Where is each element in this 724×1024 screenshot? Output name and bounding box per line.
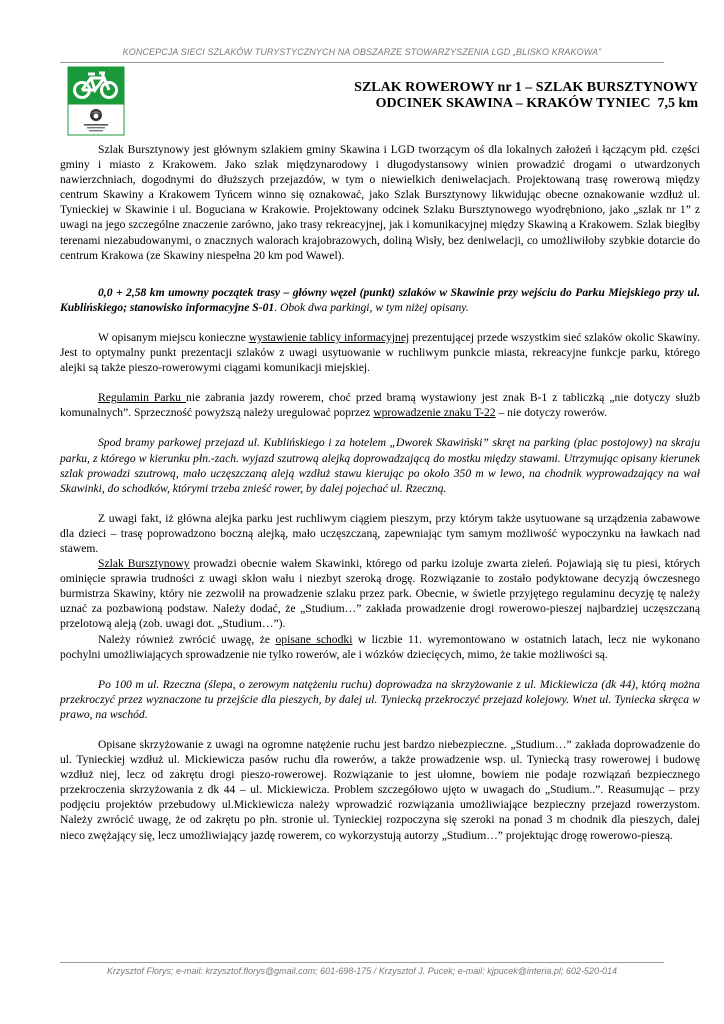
paragraph-route-description: Spod bramy parkowej przejazd ul. Kublińskiego i za hotelem „Dworek Skawiński” skręt na parking (plac postojowy) na skraju parku, z którego w kierunku płn.-zach. wyjazd szutrową alejką doprowadzającą do mostku między stawami. Utrzymując opisany kierunek szlak prowadzi szutrową, mało uczęszczaną aleją wzdłuż stawu kierując po około 350 m w lewo, na chodnik wyprowadzający na wał Skawinki, do schodków, którymi trzeba znieść rower, by dalej pojechać ul. Rzeczną. <box>60 436 700 495</box>
text-span: prowadzi obecnie wałem Skawinki, którego od parku izoluje zwarta zieleń. Pojawiają się tu piesi, których ominięcie sprawia trudności z uwagi skłon wału i niezbyt szeroką drogę. Rozwiązanie to zostało podyktowane decyzją ówczesnego burmistrza Skawiny, który nie zezwolił na prowadzenie szlaku przez park. Obecnie, w świetle przyjętego regulaminu decyzję tę należy uznać za pozbawioną podstaw. Należy dodać, że „Studium…” zakłada prowadzenie drogi rowerowo-pieszej najbardziej uczęszczaną przelotową aleją (zob. uwagi dot. „Studium…”). <box>60 557 700 631</box>
underlined-amber-trail: Szlak Bursztynowy <box>98 557 190 571</box>
text-span: – nie dotyczy rowerów. <box>495 406 608 420</box>
page-footer: Krzysztof Florys; e-mail: krzysztof.florys@gmail.com; 601-698-175 / Krzysztof J. Pucek; e-mail: kjpucek@interia.pl; 602-520-014 <box>107 966 617 976</box>
header-divider <box>60 62 664 63</box>
bicycle-icon <box>62 65 130 137</box>
paragraph-stairs <box>60 632 700 662</box>
page-header: KONCEPCJA SIECI SZLAKÓW TURYSTYCZNYCH NA OBSZARZE STOWARZYSZENIA LGD „BLISKO KRAKOWA” <box>122 47 602 57</box>
bicycle-trail-logo <box>62 65 130 137</box>
underlined-info-board: wystawienie tablicy informacyjnej <box>248 330 410 344</box>
text-span: nie zabrania jazdy rowerem, choć przed bramą wystawiony jest znak B-1 z tabliczką „nie dotyczy służb komunalnych”. Sprzeczność powyższą należy uregulować poprzez <box>60 391 700 420</box>
paragraph-rzeczna-street: Po 100 m ul. Rzeczna (ślepa, o zerowym natężeniu ruchu) doprowadza na skrzyżowanie z ul. Mickiewicza (dk 44), którą można przekroczyć przez wyznaczone tu przejście dla pieszych, by dalej ul. Tyniecką przekroczyć przejazd kolejowy. Wnet ul. Tyniecka skręca w prawo, na wschód. <box>60 677 700 721</box>
paragraph-info-board <box>60 330 700 375</box>
text-span: W opisanym miejscu konieczne <box>98 330 249 344</box>
start-point-note: . Obok dwa parkingi, w tym niżej opisany. <box>274 300 469 314</box>
footer-divider <box>60 962 664 963</box>
title-line-2: ODCINEK SKAWINA – KRAKÓW TYNIEC 7,5 km <box>375 96 698 111</box>
text-span: w liczbie 11. wyremontowano w ostatnich latach, lecz nie wykonano pochylni umożliwiających sprowadzenie nie tylko rowerów, ale i wózków dziecięcych, mimo, że takie możliwości są. <box>60 632 700 661</box>
paragraph-start-point <box>60 285 700 315</box>
text-span: Należy również zwrócić uwagę, że <box>98 632 276 646</box>
underlined-sign-t22: wprowadzenie znaku T-22 <box>373 406 496 420</box>
paragraph-side-alley: Z uwagi fakt, iż główna alejka parku jest ruchliwym ciągiem pieszym, przy którym także usytuowane są urządzenia zabawowe dla dzieci – trasę poprowadzono boczną alejką, mało uczęszczaną, zapewniając tym samym możliwość wypoczynku na ławkach nad stawem. <box>60 511 700 555</box>
document-title <box>178 80 698 112</box>
paragraph-park-rules <box>60 390 700 420</box>
start-point-heading: 0,0 + 2,58 km umowny początek trasy – główny węzeł (punkt) szlaków w Skawinie przy wejściu do Parku Miejskiego przy ul. Kublińskiego; stanowisko informacyjne S-01 <box>60 285 700 314</box>
paragraph-intro: Szlak Bursztynowy jest głównym szlakiem gminy Skawina i LGD tworzącym oś dla lokalnych założeń i łączącym płd. części gminy i miasto z Krakowem. Jako szlak międzynarodowy i długodystansowy winien prowadzić drogami o utwardzonych nawierzchniach, dogodnymi do dłuższych przejazdów, w tym o niewielkich deniwelacjach. Projektowaną trasę rowerową między centrum Skawiny a Krakowem Tyńcem winno się oznakować, jako Szlak Bursztynowy likwidując obecne oznakowanie wzdłuż ul. Tynieckiej w Skawinie i ul. Boguciana w Krakowie. Projektowany odcinek Szlaku Bursztynowego wyodrębniono, jako „szlak nr 1” z uwagi na jego szczególne znaczenie zarówno, jako trasy rekreacyjnej, jak i komunikacyjnej między Skawiną a Krakowem. Szlak biegłby terenami niezabudowanymi, o znacznych walorach krajobrazowych, doliną Wisły, bez deniwelacji, co umożliwiłoby szybkie dotarcie do centrum Krakowa (ze Skawiny niespełna 20 km pod Wawel). <box>60 143 700 262</box>
paragraph-current-route <box>60 556 700 631</box>
paragraph-intersection: Opisane skrzyżowanie z uwagi na ogromne natężenie ruchu jest bardzo niebezpieczne. „Studium…” zakłada doprowadzenie do ul. Tynieckiej wzdłuż ul. Mickiewicza pasów ruchu dla rowerów, a także prowadzenie wsp. ul. Tyniecką trasy rowerowej i budowę wzdłuż niej, lecz od zakrętu drogi pieszo-rowerowej. Rozwiązanie to jest ułomne, bowiem nie podaje rozwiązań bezpiecznego przekroczenia skrzyżowania z dk 44 – ul. Mickiewicza. Problem szczegółowo ujęto w uwagach do „Studium..”. Reasumując – przy podjęciu projektów przebudowy ul.Mickiewicza należy wprowadzić rozwiązania umożliwiające bezpieczny przejazd rowerzystom. Należy zwrócić uwagę, że od zakrętu po płn. stronie ul. Tynieckiej rozpoczyna się szeroki na ponad 3 m chodnik dla pieszych, dalej nieco zwężający się, lecz umożliwiający jazdę rowerem, co wykorzystują autorzy „Studium…” projektując drogę rowerowo-pieszą. <box>60 738 700 842</box>
title-line-1: SZLAK ROWEROWY nr 1 – SZLAK BURSZTYNOWY <box>354 80 698 95</box>
underlined-park-rules: Regulamin Parku <box>98 391 187 405</box>
document-body <box>60 142 700 843</box>
text-span: prezentującej przede wszystkim sieć szlaków okolic Skawiny. Jest to optymalny punkt prezentacji szlaków z uwagi usytuowanie w ruchliwym punkcie miasta, rekreacyjne funkcje parku, którego alejki są także pieszo-rowerowymi ciągami komunikacji miejskiej. <box>60 330 700 375</box>
underlined-stairs: opisane schodki <box>275 632 353 646</box>
